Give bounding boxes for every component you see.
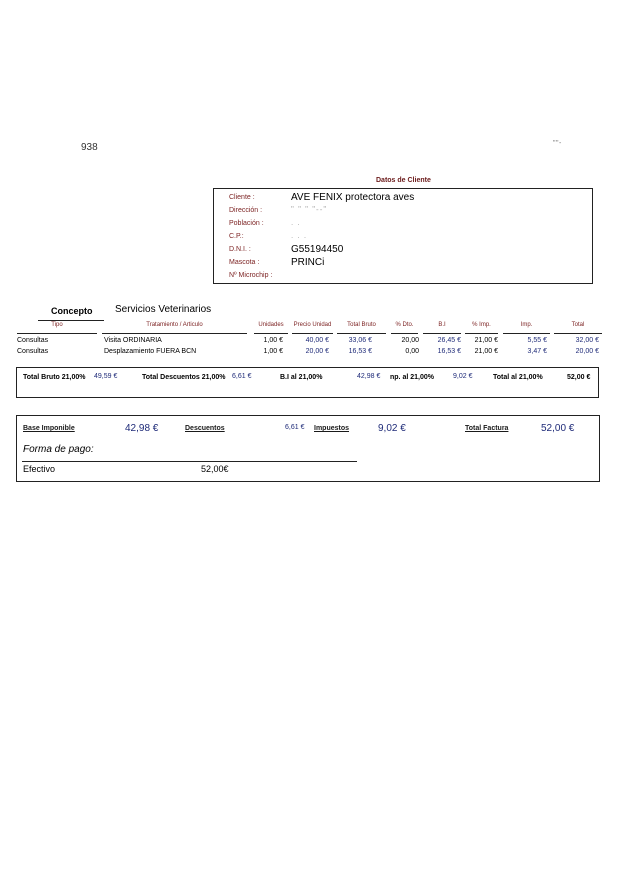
client-row-microchip <box>229 270 589 283</box>
cell-descuento: 20,00 <box>401 337 419 344</box>
total-label: Total al 21,00% <box>493 374 543 381</box>
client-row-cliente <box>229 192 589 205</box>
tax-summary-box <box>16 367 599 398</box>
column-header-tipo: Tipo <box>17 322 97 334</box>
client-value: PRINCi <box>291 257 325 268</box>
cell-pct-impuesto: 21,00 € <box>474 348 498 355</box>
cell-total-bruto: 33,06 € <box>348 337 372 344</box>
cell-tipo: Consultas <box>17 337 49 344</box>
concepto-label: Concepto <box>51 306 93 316</box>
cell-bi: 16,53 € <box>437 348 461 355</box>
cell-impuesto: 3,47 € <box>527 348 547 355</box>
cell-total: 20,00 € <box>575 348 599 355</box>
client-label: Nº Microchip : <box>229 272 273 279</box>
column-header-pct-impuesto: % Imp. <box>465 322 498 334</box>
cell-precio-unidad: 40,00 € <box>305 337 329 344</box>
client-row-cp <box>229 231 589 244</box>
base-imponible-value: 42,98 € <box>125 423 159 434</box>
concepto-value: Servicios Veterinarios <box>115 304 212 315</box>
client-row-direccion <box>229 205 589 218</box>
client-row-poblacion <box>229 218 589 231</box>
cell-tratamiento: Desplazamiento FUERA BCN <box>104 348 197 355</box>
cell-pct-impuesto: 21,00 € <box>474 337 498 344</box>
cell-bi: 26,45 € <box>437 337 461 344</box>
total-factura-label: Total Factura <box>465 425 509 432</box>
client-value: " " " "--" <box>291 205 328 214</box>
total-descuentos-label: Total Descuentos 21,00% <box>142 374 226 381</box>
client-label: D.N.I. : <box>229 246 251 253</box>
cell-descuento: 0,00 <box>405 348 419 355</box>
cell-unidades: 1,00 € <box>263 348 283 355</box>
total-bruto-value: 49,59 € <box>94 373 118 380</box>
base-imponible-label: Base Imponible <box>23 425 75 432</box>
cell-unidades: 1,00 € <box>263 337 283 344</box>
client-value: AVE FENIX protectora aves <box>291 192 415 203</box>
impuestos-value: 9,02 € <box>378 423 406 434</box>
cell-precio-unidad: 20,00 € <box>305 348 329 355</box>
cell-tratamiento: Visita ORDINARIA <box>104 337 162 344</box>
client-label: Cliente : <box>229 194 255 201</box>
client-value: . . . <box>291 231 308 240</box>
client-row-dni <box>229 244 589 257</box>
cell-tipo: Consultas <box>17 348 49 355</box>
concepto-underline <box>38 320 104 321</box>
document-number: 938 <box>81 142 98 153</box>
total-value: 52,00 € <box>567 374 591 381</box>
total-descuentos-value: 6,61 € <box>232 373 252 380</box>
impuesto-label: np. al 21,00% <box>390 374 434 381</box>
cell-total-bruto: 16,53 € <box>348 348 372 355</box>
column-header-bi: B.I <box>423 322 461 334</box>
impuesto-value: 9,02 € <box>453 373 473 380</box>
column-header-unidades: Unidades <box>254 322 288 334</box>
column-header-precio-unidad: Precio Unidad <box>292 322 333 334</box>
client-row-mascota <box>229 257 589 270</box>
column-header-total-bruto: Total Bruto <box>337 322 386 334</box>
bi-label: B.I al 21,00% <box>280 374 323 381</box>
total-factura-value: 52,00 € <box>541 423 575 434</box>
total-bruto-label: Total Bruto 21,00% <box>23 374 86 381</box>
client-label: Población : <box>229 220 264 227</box>
client-data-box <box>213 188 593 284</box>
cell-total: 32,00 € <box>575 337 599 344</box>
forma-pago-label: Forma de pago: <box>23 444 94 455</box>
column-header-descuento: % Dto. <box>391 322 418 334</box>
invoice-totals-box <box>16 415 600 482</box>
forma-pago-divider <box>22 461 357 462</box>
client-label: C.P.: <box>229 233 244 240</box>
client-label: Mascota : <box>229 259 260 266</box>
payment-amount: 52,00€ <box>201 464 229 474</box>
payment-method: Efectivo <box>23 464 56 474</box>
column-header-total: Total <box>554 322 602 334</box>
client-value: . . <box>291 218 301 227</box>
column-header-tratamiento: Tratamiento / Articulo <box>102 322 247 334</box>
client-section-title: Datos de Cliente <box>376 177 431 184</box>
descuentos-value: 6,61 € <box>285 424 305 431</box>
impuestos-label: Impuestos <box>314 425 350 432</box>
cell-impuesto: 5,55 € <box>527 337 547 344</box>
descuentos-label: Descuentos <box>185 425 225 432</box>
column-header-impuesto: Imp. <box>503 322 550 334</box>
client-label: Dirección : <box>229 207 263 214</box>
client-value: G55194450 <box>291 244 344 255</box>
bi-value: 42,98 € <box>357 373 381 380</box>
document-reference: ""- <box>553 140 562 147</box>
